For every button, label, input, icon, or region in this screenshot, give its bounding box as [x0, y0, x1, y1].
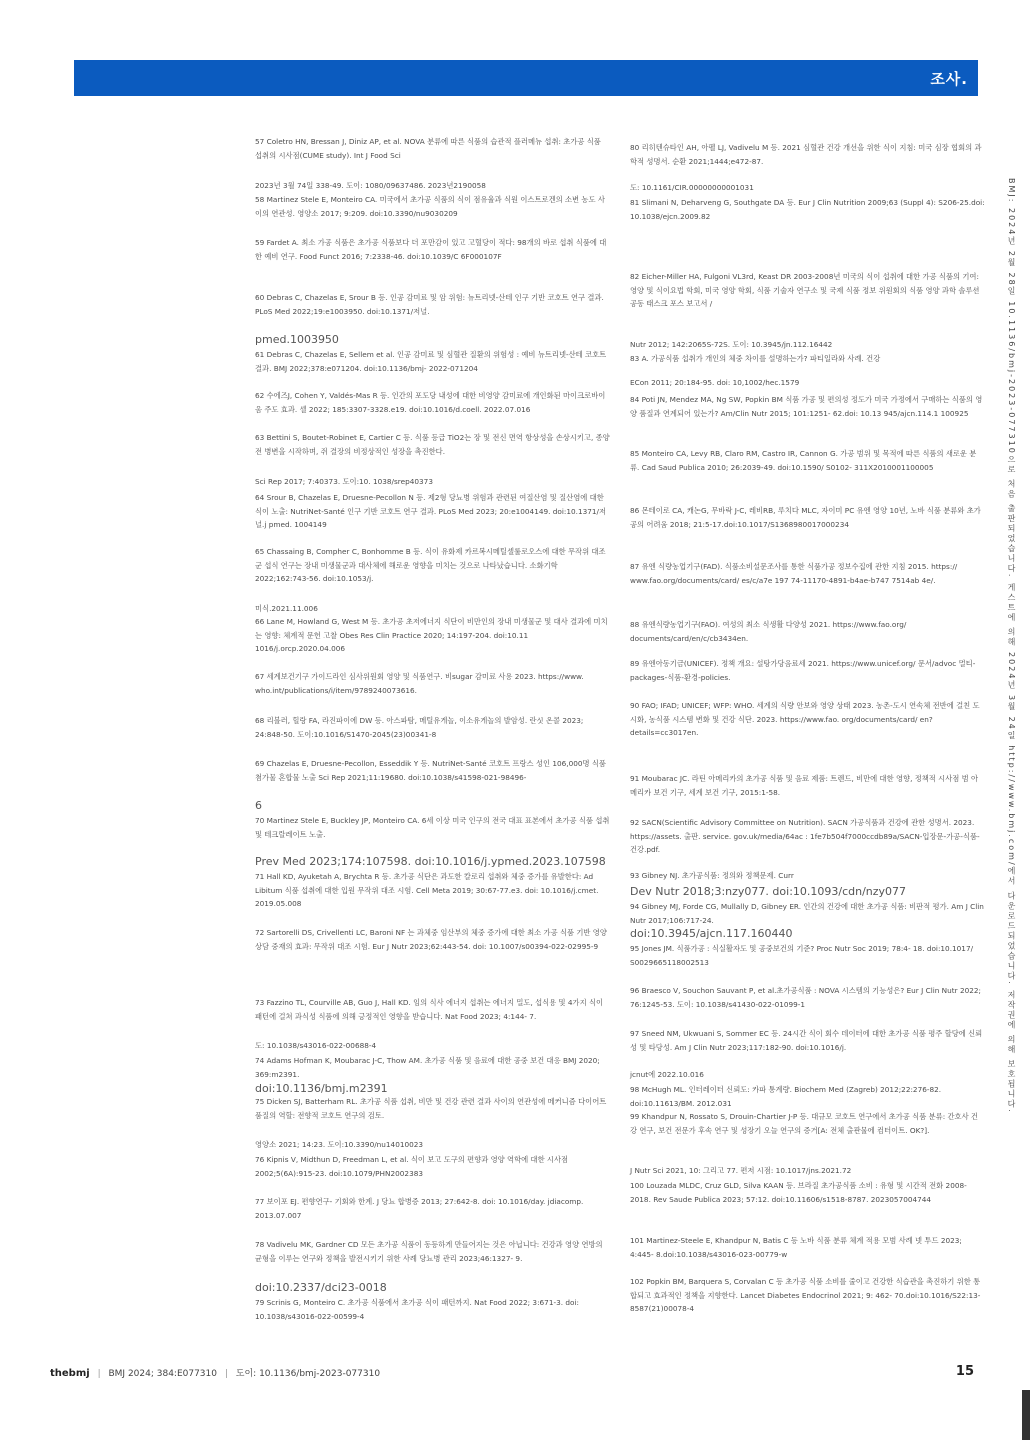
section-label: 조사.	[930, 70, 968, 88]
reference-item: 도: 10.1161/CIR.00000000001031	[630, 183, 754, 192]
reference-doi: doi:10.1136/bmj.m2391	[255, 1082, 388, 1095]
reference-item: Nutr 2012; 142:2065S-72S. 도이: 10.3945/jn.112.16442	[630, 340, 833, 349]
page-number: 15	[955, 1364, 974, 1379]
reference-item: 83 A. 가공식품 섭취가 개인의 체중 차이를 설명하는가? 파티일라와 사례. 건강	[630, 354, 881, 363]
reference-item: 82 Eicher-Miller HA, Fulgoni VL3rd, Keast DR 2003-2008년 미국의 식이 섭취에 대한 가공 식품의 기여: 영양 및 식이요법 학회, 미국 영양 학회, 식품 기술자 연구소 및 국제 식품 정보 위원회의 식품 영양 과학 솔루션 공동 태스크 포스 보고서 /	[630, 272, 980, 308]
reference-item: 97 Sneed NM, Ukwuani S, Sommer EC 등. 24시간 식이 회수 데이터에 대한 초가공 식품 평주 할당에 신뢰성 및 타당성. Am J Clin Nutr 2023;117:182-90. doi:10.1016/j.	[630, 1029, 983, 1052]
reference-item: 66 Lane M, Howland G, West M 등. 초가공 초저에너지 식단이 비만인의 장내 미생물군 및 대사 결과에 미치는 영향: 체계적 문헌 고찰 Obes Res Clin Practice 2020; 14:197-204. doi:10.11 1016/j.orcp.2020.04.006	[255, 617, 608, 653]
reference-item: 89 유엔아동기금(UNICEF). 정책 개요: 설탕가당음료세 2021. https://www.unicef.org/ 문서/advoc 멀티-packages-식품-환경-policies.	[630, 659, 976, 682]
reference-doi: pmed.1003950	[255, 333, 339, 346]
reference-doi: doi:10.3945/ajcn.117.160440	[630, 927, 793, 940]
reference-item: 100 Louzada MLDC, Cruz GLD, Silva KAAN 등. 브라질 초가공식품 소비 : 유형 및 시간적 전화 2008-2018. Rev Saude Publica 2023; 57:12. doi:10.11606/s1518-8787. 2023057004744	[630, 1181, 967, 1204]
reference-item: 미식.2021.11.006	[255, 604, 318, 613]
reference-item: 91 Moubarac JC. 라틴 아메리카의 초가공 식품 및 음료 제품: 트렌드, 비만에 대한 영향, 정책적 시사점 범 아메리카 보건 기구, 세계 보건 기구, 2015:1-58.	[630, 774, 979, 797]
reference-item: 68 리블러, 힐랑 FA, 라진파이에 DW 등. 아스파탐, 메틸유게놀, 이소유게놀의 발암성. 란싯 온콜 2023; 24:848-50. 도이:10.1016/S1470-2045(23)00341-8	[255, 716, 584, 739]
reference-item: 96 Braesco V, Souchon Sauvant P, et al.초가공식품 : NOVA 시스템의 기능성은? Eur J Clin Nutr 2022; 76:1245-53. 도이: 10.1038/s41430-022-01099-1	[630, 986, 981, 1009]
reference-item: 95 Jones JM. 식품가공 : 식실활자도 및 공중보건의 기준? Proc Nutr Soc 2019; 78:4- 18. doi:10.1017/ S0029665118002513	[630, 944, 974, 967]
reference-item: 102 Popkin BM, Barquera S, Corvalan C 등 초가공 식품 소비를 줄이고 건강한 식습관을 촉진하기 위한 통합되고 효과적인 정책을 지향한다. Lancet Diabetes Endocrinol 2021; 9: 462- 70.doi:10.1016/S22:13-8587(21)00078-4	[630, 1277, 981, 1313]
reference-item: 70 Martinez Stele E, Buckley JP, Monteiro CA. 6세 이상 미국 인구의 전국 대표 표본에서 초가공 식품 섭취 및 테크랄레이트 노출.	[255, 816, 610, 839]
reference-item: 93 Gibney NJ. 초가공식품: 정의와 정책문제. Curr	[630, 871, 794, 880]
reference-item: 86 몬테이로 CA, 캐논G, 무바락 J-C, 레비RB, 루치다 MLC, 자이미 PC 유엔 영양 10년, 노바 식품 분류와 초가공의 어려움 2018; 21:5-17.doi:10.1017/S1368980017000234	[630, 506, 981, 529]
reference-item: 101 Martinez-Steele E, Khandpur N, Batis C 등 노바 식품 분류 체계 적용 모범 사례 넷 투드 2023; 4:445- 8.doi:10.1038/s43016-023-00779-w	[630, 1236, 962, 1259]
reference-item: 81 Slimani N, Deharveng G, Southgate DA 등. Eur J Clin Nutrition 2009;63 (Suppl 4): S206-25.doi: 10.1038/ejcn.2009.82	[630, 198, 985, 221]
reference-item: 63 Bettini S, Boutet-Robinet E, Cartier C 등. 식품 등급 TiO2는 장 및 전신 면역 항상성을 손상시키고, 종양 전 병변을 시작하며, 쥐 결장의 비정상적인 성장을 촉진한다.	[255, 433, 610, 456]
reference-item: 69 Chazelas E, Druesne-Pecollon, Esseddik Y 등. NutriNet-Santé 코호트 프랑스 성인 106,000명 식품 첨가물 혼합물 노출 Sci Rep 2021;11:19680. doi:10.1038/s41598-021-98496-	[255, 759, 606, 782]
footer-separator: |	[97, 1369, 101, 1379]
reference-doi: 6	[255, 799, 262, 812]
reference-item: J Nutr Sci 2021, 10: 그리고 77. 편저 시점: 10.1017/jns.2021.72	[630, 1166, 852, 1175]
reference-item: 62 수에즈J, Cohen Y, Valdés-Mas R 등. 인간의 포도당 내성에 대한 비영양 감미료에 개인화된 마이크로바이옴 주도 효과. 셀 2022; 185:3307-3328.e19. doi:10.1016/d.coell. 2022.07.016	[255, 391, 606, 414]
reference-item: 61 Debras C, Chazelas E, Sellem et al. 인공 감미료 및 심혈관 질환의 위험성 : 예비 뉴트리넷-산테 코호트 결과. BMJ 2022;378:e071204. doi:10.1136/bmj- 2022-071204	[255, 350, 607, 373]
reference-item: 57 Coletro HN, Bressan J, Diniz AP, et al. NOVA 분류에 따른 식품의 습관적 플러메뉴 섭취: 초가공 식품 섭취의 시사점(CUME study). Int J Food Sci	[255, 137, 601, 160]
reference-item: 76 Kipnis V, Midthun D, Freedman L, et al. 식이 보고 도구의 편향과 영양 역학에 대한 시사점 2002;5(6A):915-23. doi:10.1079/PHN2002383	[255, 1155, 569, 1178]
reference-item: ECon 2011; 20:184-95. doi: 10,1002/hec.1579	[630, 378, 800, 387]
reference-doi: Dev Nutr 2018;3:nzy077. doi:10.1093/cdn/nzy077	[630, 885, 907, 898]
reference-item: 64 Srour B, Chazelas E, Druesne-Pecollon N 등. 제2형 당뇨병 위험과 관련된 여질산염 및 질산염에 대한 식이 노출: NutriNet-Santé 인구 기반 코호트 연구 결과. PLoS Med 2023; 20:e1004149. doi:10.1371/저널.j pmed. 1004149	[255, 493, 607, 529]
section-header-bar	[74, 60, 978, 96]
reference-item: 58 Martinez Stele E, Monteiro CA. 미국에서 초가공 식품의 식이 점유율과 식원 이스트로겐의 소변 농도 사이의 연관성. 영양소 2017; 9:209. doi:10.3390/nu9030209	[255, 195, 605, 218]
page-footer	[50, 1366, 980, 1386]
reference-item: 2023년 3월 74일 338-49. 도이: 1080/09637486. 2023년2190058	[255, 181, 486, 190]
scan-edge	[1022, 1390, 1030, 1440]
reference-item: 87 유엔 식량농업기구(FAD). 식품소비설문조사를 통한 식품가공 정보수집에 관한 지침 2015. https:// www.fao.org/documents/card/ es/c/a7e 197 74-11170-4891-b4ae-b747 7514ab 4e/.	[630, 562, 958, 585]
reference-item: 67 세계보건기구 가이드라인 심사위원회 영양 및 식품연구. 비sugar 감미료 사용 2023. https://www. who.int/publications/i/item/9789240073616.	[255, 672, 584, 695]
footer-doi: 도이: 10.1136/bmj-2023-077310	[235, 1369, 381, 1379]
reference-item: 98 McHugh ML. 인터레이터 신뢰도: 카파 통계량. Biochem Med (Zagreb) 2012;22:276-82. doi:10.11613/BM. 2012.031	[630, 1085, 942, 1108]
footer-citation: BMJ 2024; 384:E077310	[108, 1369, 217, 1379]
reference-item: 60 Debras C, Chazelas E, Srour B 등. 인공 감미료 및 암 위험: 뉴트리넷-산테 인구 기반 코호트 연구 결과. PLoS Med 2022;19:e1003950. doi:10.1371/저널.	[255, 293, 604, 316]
reference-item: 94 Gibney MJ, Forde CG, Mullally D, Gibney ER. 인간의 건강에 대한 초가공 식품: 비판적 평가. Am J Clin Nutr 2017;106:717-24.	[630, 902, 984, 925]
reference-item: 65 Chassaing B, Compher C, Bonhomme B 등. 식이 유화제 카르복시메틸셀룰로오스에 대한 무작위 대조군 섭식 연구는 장내 미생물군과 대사체에 해로운 영향을 미치는 것으로 나타났습니다. 소화기학 2022;162:743-56. doi:10.1053/j.	[255, 547, 606, 583]
reference-item: 78 Vadivelu MK, Gardner CD 모든 초가공 식품이 동등하게 만들어지는 것은 아닙니다: 건강과 영양 연방의 균형을 이루는 연구와 정책을 발전시키기 위한 사례 당뇨병 관리 2023;46:1327- 9.	[255, 1240, 603, 1263]
reference-item: 99 Khandpur N, Rossato S, Drouin-Chartier J-P 등. 대규모 코호트 연구에서 초가공 식품 분류: 간호사 건강 연구, 보건 전문가 후속 연구 및 성장기 오늘 연구의 증거[A: 전체 출판물에 컴터이트. OK?].	[630, 1112, 978, 1135]
reference-item: 74 Adams Hofman K, Moubarac J-C, Thow AM. 초가공 식품 및 음료에 대한 공중 보건 대응 BMJ 2020; 369:m2391.	[255, 1056, 600, 1079]
reference-item: 90 FAO; IFAD; UNICEF; WFP: WHO. 세계의 식량 안보와 영양 상태 2023. 농촌-도시 연속체 전반에 걸친 도시화, 농식품 시스템 변화 및 건강 식단. 2023. https://www.fao. org/documents/card/ en?details=cc3017en.	[630, 701, 980, 737]
reference-item: 71 Hall KD, Ayuketah A, Brychta R 등. 초가공 식단은 과도한 칼로리 섭취와 체중 증가를 유발한다: Ad Libitum 식품 섭취에 대한 입원 무작위 대조 시험. Cell Meta 2019; 30:67-77.e3. doi: 10.1016/j.cmet. 2019.05.008	[255, 872, 599, 908]
reference-item: 80 리히텐슈타인 AH, 아펠 LJ, Vadivelu M 등. 2021 심혈관 건강 개선을 위한 식이 지침: 미국 심장 협회의 과학적 성명서. 순환 2021;1444;e472-87.	[630, 143, 982, 166]
reference-item: 92 SACN(Scientific Advisory Committee on Nutrition). SACN 가공식품과 건강에 관한 성명서. 2023. https://assets. 출판. service. gov.uk/media/64ac : 1fe7b504f7000ccdb89a/SACN-입장문-가공-식품-건강.pdf.	[630, 818, 980, 854]
reference-item: 영양소 2021; 14:23. 도이:10.3390/nu14010023	[255, 1140, 424, 1149]
journal-brand: thebmj	[50, 1368, 90, 1379]
side-download-note: BMJ: 2024년 2월 28일 10.1136/bmj-2023-077310으로 처음 출판되었습니다. 게스트에 의해 2024년 3월 24일 http://www.bmj.com/에서 다운로드되었습니다. 저작권에 의해 보호됩니다.	[1007, 178, 1016, 1114]
reference-doi: doi:10.2337/dci23-0018	[255, 1281, 387, 1294]
reference-item: Sci Rep 2017; 7:40373. 도이:10. 1038/srep40373	[255, 477, 433, 486]
reference-item: 79 Scrinis G, Monteiro C. 초가공 식품에서 초가공 식이 패턴까지. Nat Food 2022; 3:671-3. doi: 10.1038/s43016-022-00599-4	[255, 1298, 579, 1321]
reference-doi: Prev Med 2023;174:107598. doi:10.1016/j.ypmed.2023.107598	[255, 855, 606, 868]
reference-item: 77 보이포 EJ. 편향연구- 기회와 한계. J 당뇨 합병증 2013; 27:642-8. doi: 10.1016/day. jdiacomp. 2013.07.007	[255, 1197, 584, 1220]
reference-item: 도: 10.1038/s43016-022-00688-4	[255, 1041, 377, 1050]
reference-item: jcnut에 2022.10.016	[630, 1070, 704, 1079]
reference-item: 88 유엔식량농업기구(FAO). 여성의 최소 식생활 다양성 2021. https://www.fao.org/ documents/card/en/c/cb3434en.	[630, 620, 907, 643]
reference-item: 75 Dicken SJ, Batterham RL. 초가공 식품 섭취, 비만 및 건강 관련 결과 사이의 연관성에 메커니즘 다이어트 품질의 역할: 전향적 코호트 연구의 검토.	[255, 1097, 607, 1120]
reference-item: 72 Sartorelli DS, Crivellenti LC, Baroni NF 는 과체중 임산부의 체중 증가에 대한 최소 가공 식품 기반 영양 상담 중재의 효과: 무작위 대조 시험. Eur J Nutr 2023;62:443-54. doi: 10.1007/s00394-022-02995-9	[255, 928, 607, 951]
reference-item: 73 Fazzino TL, Courville AB, Guo J, Hall KD. 임의 식사 에너지 섭취는 에너지 밀도, 섭식용 및 4가지 식이 패턴에 걸쳐 과식성 식품에 의해 긍정적인 영향을 받습니다. Nat Food 2023; 4:144- 7.	[255, 998, 604, 1021]
footer-separator: |	[224, 1369, 228, 1379]
reference-item: 85 Monteiro CA, Levy RB, Claro RM, Castro IR, Cannon G. 가공 범위 및 목적에 따른 식품의 새로운 분류. Cad Saud Publica 2010; 26:2039-49. doi:10.1590/ S0102- 311X2010001100005	[630, 449, 977, 472]
reference-item: 59 Fardet A. 최소 가공 식품은 초가공 식품보다 더 포만감이 있고 고혈당이 적다: 98개의 바로 섭취 식품에 대한 예비 연구. Food Funct 2016; 7:2338-46. doi:10.1039/C 6F000107F	[255, 238, 607, 261]
reference-item: 84 Poti JN, Mendez MA, Ng SW, Popkin BM 식품 가공 및 편의성 정도가 미국 가정에서 구매하는 식품의 영양 품질과 연계되어 있는가? Am/Clin Nutr 2015; 101:1251- 62.doi: 10.13 945/ajcn.114.1 100925	[630, 395, 983, 418]
